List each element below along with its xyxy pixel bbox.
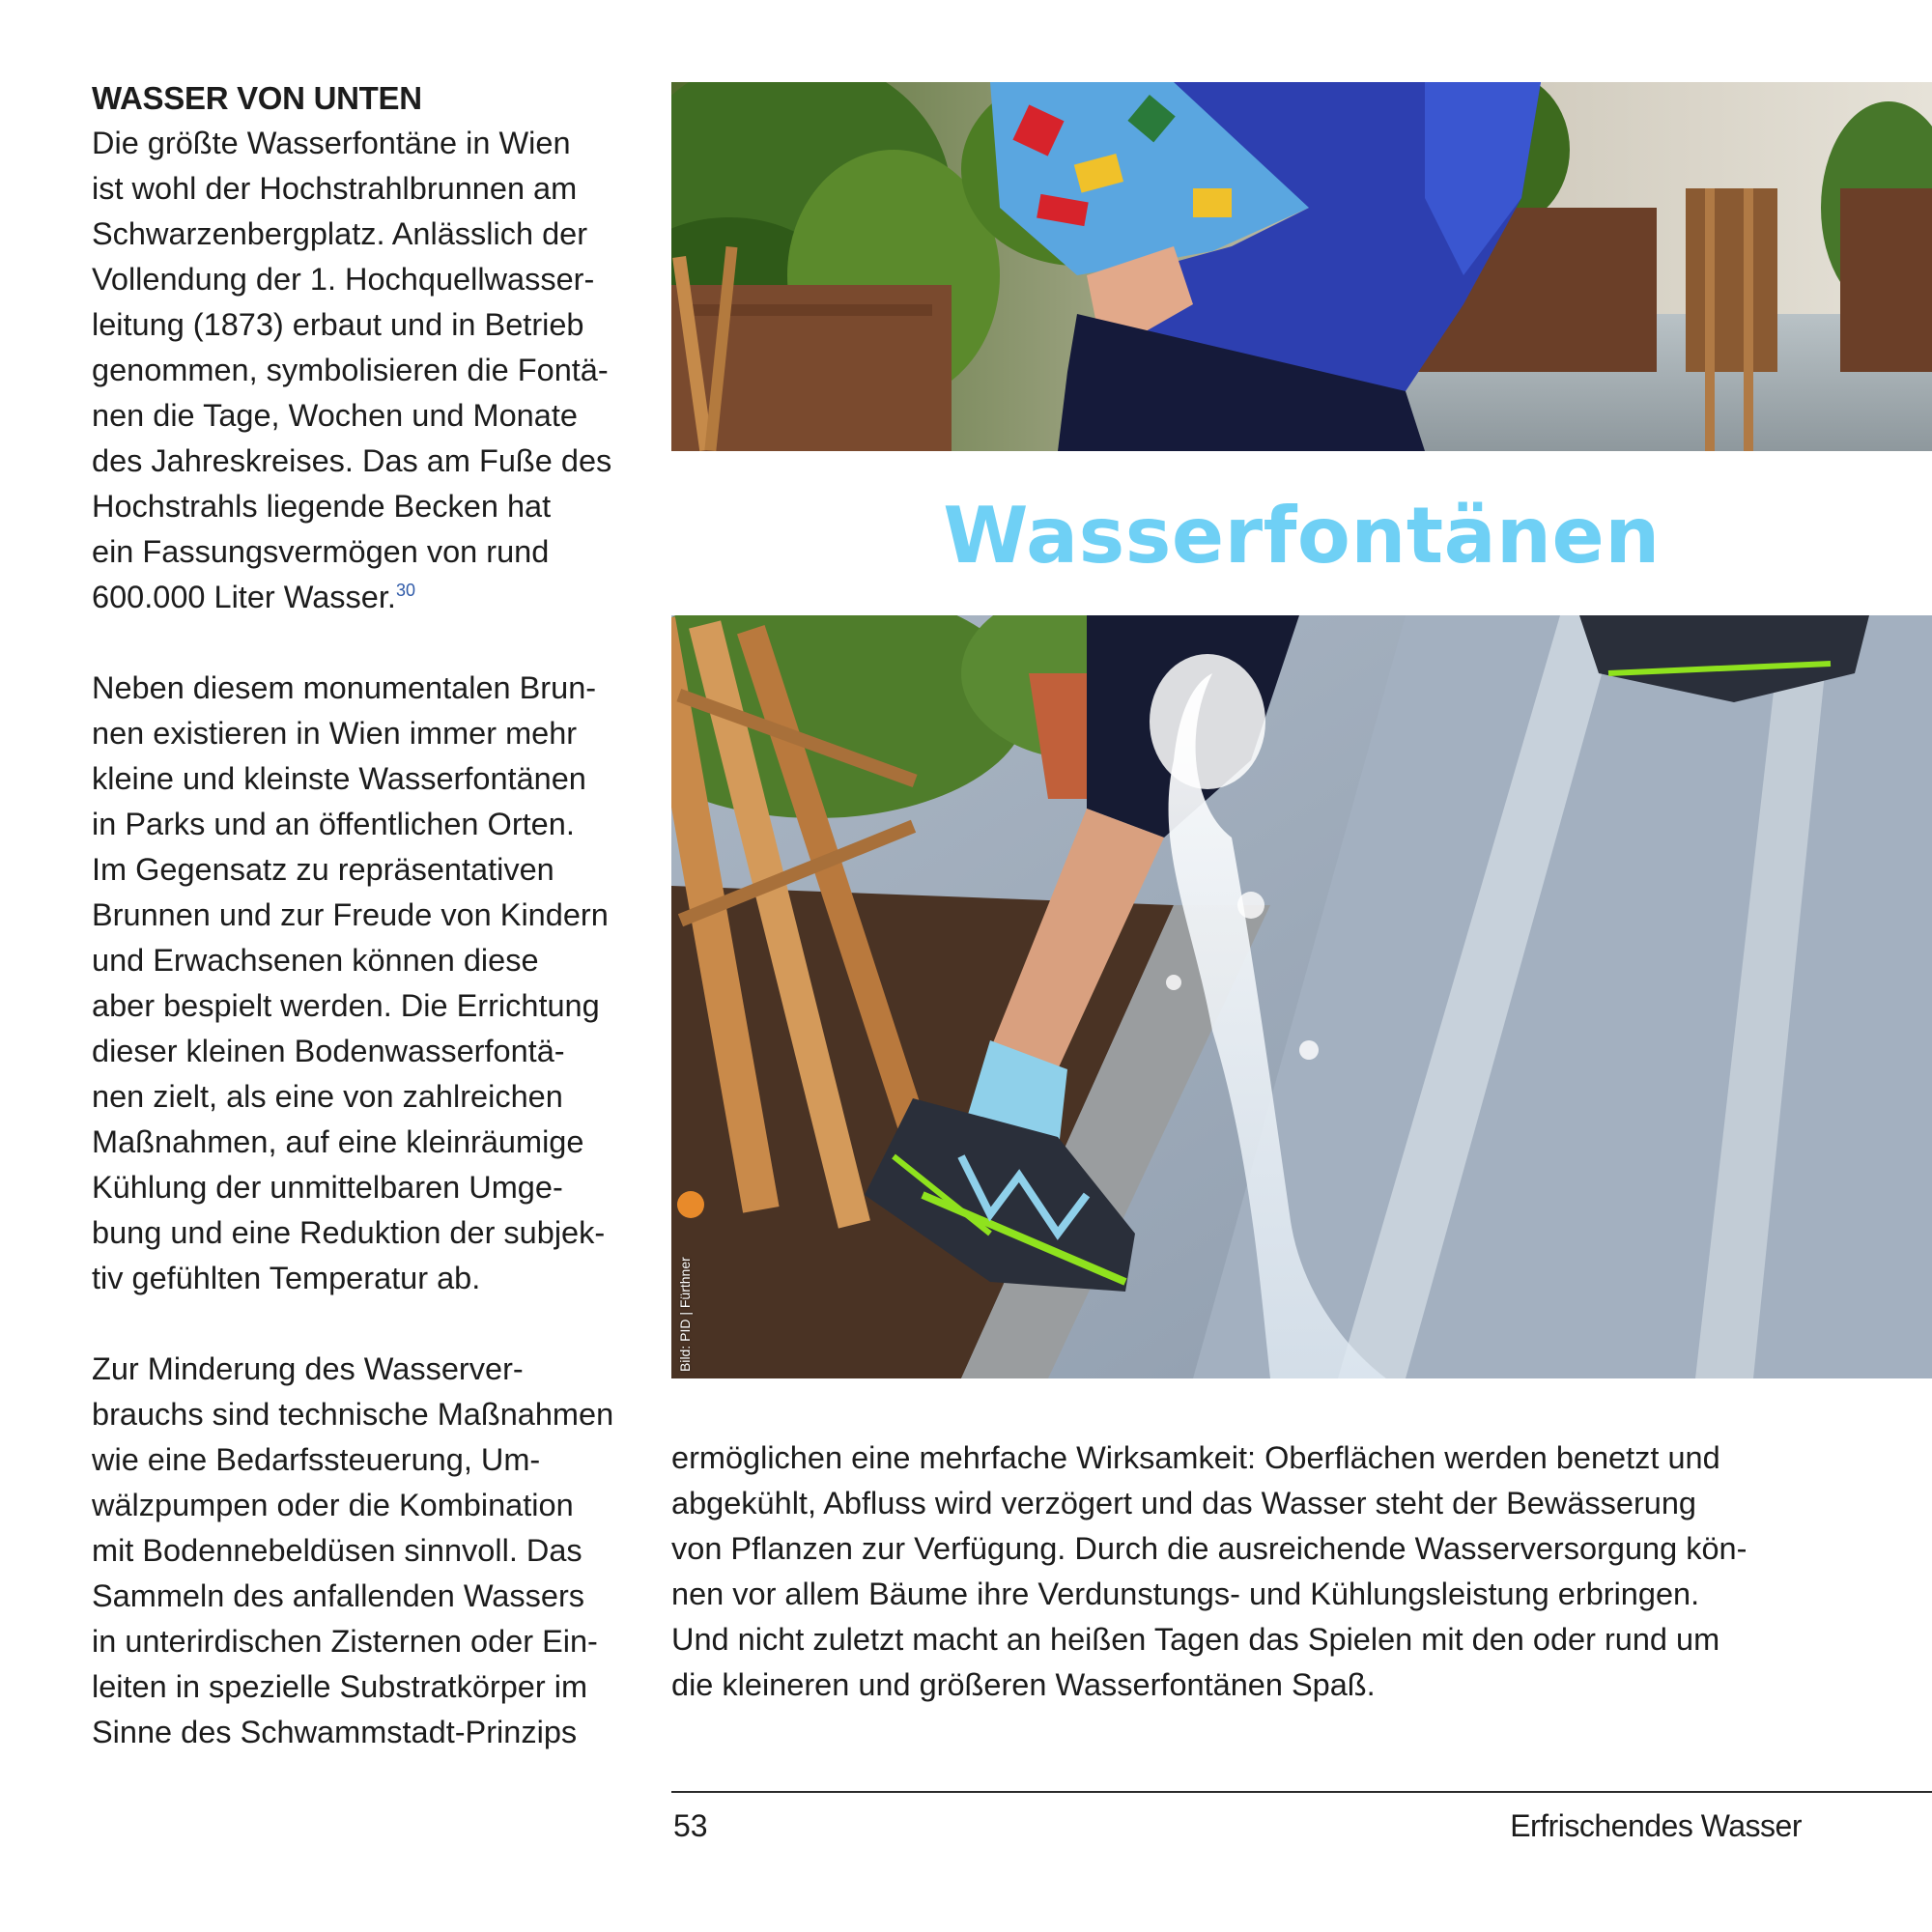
text-line: ermöglichen eine mehrfache Wirksamkeit: Oberflächen werden benetzt und bbox=[671, 1440, 1720, 1475]
text-line: leiten in spezielle Substratkörper im bbox=[92, 1669, 588, 1704]
text-line: nen existieren in Wien immer mehr bbox=[92, 716, 578, 751]
text-line: in unterirdischen Zisternen oder Ein- bbox=[92, 1624, 598, 1659]
text-line: abgekühlt, Abfluss wird verzögert und das Wasser steht der Bewässerung bbox=[671, 1486, 1697, 1520]
photo-child-backpack bbox=[671, 82, 1932, 451]
text-line: wälzpumpen oder die Kombination bbox=[92, 1488, 574, 1522]
text-line: mit Bodennebeldüsen sinnvoll. Das bbox=[92, 1533, 582, 1568]
text-line: ein Fassungsvermögen von rund bbox=[92, 534, 550, 569]
left-column bbox=[92, 75, 652, 1755]
text-line: leitung (1873) erbaut und in Betrieb bbox=[92, 307, 584, 342]
paragraph-hochstrahlbrunnen bbox=[92, 121, 652, 620]
text-line: kleine und kleinste Wasserfontänen bbox=[92, 761, 586, 796]
text-line: Vollendung der 1. Hochquellwasser- bbox=[92, 262, 595, 297]
photo-ground-fountain-illustration bbox=[671, 615, 1932, 1378]
text-line: tiv gefühlten Temperatur ab. bbox=[92, 1261, 481, 1295]
paragraph-small-fountains bbox=[92, 666, 652, 1301]
text-line: Kühlung der unmittelbaren Umge- bbox=[92, 1170, 563, 1205]
text-line: Hochstrahls liegende Becken hat bbox=[92, 489, 552, 524]
text-line: bung und eine Reduktion der subjek- bbox=[92, 1215, 606, 1250]
text-line: Neben diesem monumentalen Brun- bbox=[92, 670, 597, 705]
page-number: 53 bbox=[673, 1808, 708, 1843]
running-footer-section: Erfrischendes Wasser bbox=[1510, 1808, 1802, 1843]
text-line: genommen, symbolisieren die Fontä- bbox=[92, 353, 609, 387]
footer-divider bbox=[671, 1791, 1932, 1793]
text-line: nen vor allem Bäume ihre Verdunstungs- und Kühlungsleistung erbringen. bbox=[671, 1577, 1700, 1611]
text-line: in Parks und an öffentlichen Orten. bbox=[92, 807, 575, 841]
text-line: Im Gegensatz zu repräsentativen bbox=[92, 852, 554, 887]
text-line: brauchs sind technische Maßnahmen bbox=[92, 1397, 614, 1432]
text-line: Die größte Wasserfontäne in Wien bbox=[92, 126, 571, 160]
text-line: dieser kleinen Bodenwasserfontä- bbox=[92, 1034, 565, 1068]
footnote-marker[interactable]: 30 bbox=[395, 581, 415, 601]
text-line: 600.000 Liter Wasser. bbox=[92, 580, 396, 614]
text-line: nen die Tage, Wochen und Monate bbox=[92, 398, 578, 433]
text-line: Zur Minderung des Wasserver- bbox=[92, 1351, 524, 1386]
text-line: und Erwachsenen können diese bbox=[92, 943, 539, 978]
text-line: Brunnen und zur Freude von Kindern bbox=[92, 897, 609, 932]
section-heading: WASSER VON UNTEN bbox=[92, 80, 422, 116]
text-line: Schwarzenbergplatz. Anlässlich der bbox=[92, 216, 588, 251]
text-line: Maßnahmen, auf eine kleinräumige bbox=[92, 1124, 584, 1159]
text-line: Sammeln des anfallenden Wassers bbox=[92, 1578, 585, 1613]
photo-child-backpack-illustration bbox=[671, 82, 1932, 451]
text-line-with-footnote bbox=[92, 575, 652, 620]
text-line: wie eine Bedarfssteuerung, Um- bbox=[92, 1442, 541, 1477]
paragraph-water-saving bbox=[92, 1347, 652, 1755]
text-line: von Pflanzen zur Verfügung. Durch die ausreichende Wasserversorgung kön- bbox=[671, 1531, 1747, 1566]
text-line: ist wohl der Hochstrahlbrunnen am bbox=[92, 171, 578, 206]
page-title: Wasserfontänen bbox=[943, 491, 1661, 581]
text-line: aber bespielt werden. Die Errichtung bbox=[92, 988, 600, 1023]
text-line: die kleineren und größeren Wasserfontänen Spaß. bbox=[671, 1667, 1376, 1702]
photo-ground-fountain bbox=[671, 615, 1932, 1378]
photo-credit: Bild: PID | Fürthner bbox=[677, 1257, 693, 1372]
text-line: nen zielt, als eine von zahlreichen bbox=[92, 1079, 563, 1114]
text-line: Und nicht zuletzt macht an heißen Tagen das Spielen mit den oder rund um bbox=[671, 1622, 1720, 1657]
right-column bbox=[671, 1435, 1918, 1708]
text-line: Sinne des Schwammstadt-Prinzips bbox=[92, 1715, 578, 1749]
text-line: des Jahreskreises. Das am Fuße des bbox=[92, 443, 612, 478]
